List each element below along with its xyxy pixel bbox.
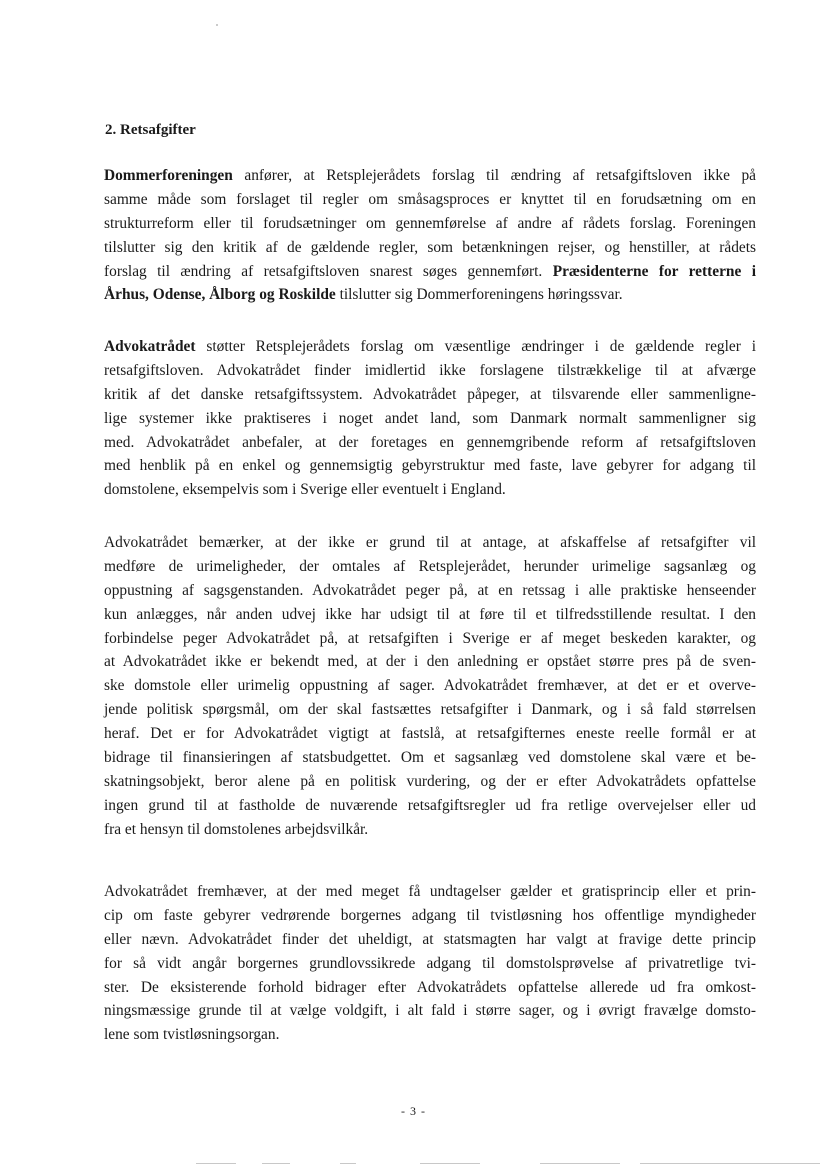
- text-line: [104, 650, 756, 674]
- paragraph-advokatraadet-stoetter: [104, 335, 756, 502]
- text-run: ningsmæssige grunde til at vælge voldgift, i alt fald i større sager, og i øvrigt fravælge domsto-: [104, 1002, 756, 1020]
- paragraph-advokatraadet-fremhaever: [104, 880, 756, 1047]
- scan-edge-line: [540, 1163, 620, 1164]
- text-run: anfører, at Retsplejerådets forslag til ændring af retsafgiftsloven ikke på: [232, 167, 756, 184]
- text-run: med. Advokatrådet anbefaler, at der foretages en gennemgribende reform af retsafgiftsloven: [104, 433, 756, 451]
- text-line: [104, 164, 756, 188]
- scan-edge-line: [420, 1163, 480, 1164]
- text-run: kritik af det danske retsafgiftssystem. Advokatrådet påpeger, at tilsvarende eller sammenligne-: [104, 385, 756, 403]
- text-line: [104, 359, 756, 383]
- bold-text: Præsidenterne for retterne i: [552, 262, 757, 280]
- text-run: med henblik på en enkel og gennemsigtig gebyrstruktur med faste, lave gebyrer for adgang til: [104, 457, 756, 475]
- text-run: ster. De eksisterende forhold bidrager efter Advokatrådets opfattelse allerede ud fra omkost-: [104, 978, 756, 996]
- text-run: tilslutter sig den kritik af de gældende regler, som betænkningen rejser, og henstiller, at rådets: [104, 238, 756, 256]
- text-line: [104, 794, 756, 818]
- text-run: tilslutter sig Dommerforeningens høringssvar.: [335, 286, 623, 304]
- text-line: [104, 335, 756, 359]
- text-run: cip om faste gebyrer vedrørende borgernes adgang til tvistløsning hos offentlige myndigheder: [104, 906, 756, 924]
- text-run: ingen grund til at fastholde de nuværende retsafgiftsregler ud fra retlige overvejelser eller ud: [104, 796, 756, 814]
- page-number: - 3 -: [401, 1104, 426, 1118]
- text-run: jende politisk spørgsmål, om der skal fastsættes retsafgifter i Danmark, og i så fald størrelsen: [104, 701, 756, 719]
- text-run: strukturreform eller til forudsætninger om gennemførelse af andre af rådets forslag. Foreningen: [104, 214, 756, 232]
- text-line: [104, 603, 756, 627]
- text-line: [104, 952, 756, 976]
- section-title: 2. Retsafgifter: [105, 122, 196, 138]
- text-line: [104, 1023, 756, 1047]
- scan-edge-line: [262, 1163, 290, 1164]
- text-run: kun anlægges, når anden udvej ikke har udsigt til at føre til et tilfredsstillende resultat. I den: [104, 605, 756, 623]
- text-run: bidrage til finansieringen af statsbudgettet. Om et sagsanlæg ved domstolene skal være et be-: [104, 749, 756, 767]
- text-line: [104, 283, 756, 307]
- bold-text: Århus, Odense, Ålborg og Roskilde: [104, 286, 336, 304]
- text-line: [104, 478, 756, 502]
- text-line: [104, 999, 756, 1023]
- text-line: [104, 383, 756, 407]
- scan-edge-line: [340, 1163, 356, 1164]
- scan-edge-line: [196, 1163, 236, 1164]
- text-run: retsafgiftsloven. Advokatrådet finder imidlertid ikke forslagene tilstrækkelige til at afværge: [104, 361, 756, 379]
- text-run: for så vidt angår borgernes grundlovssikrede adgang til domstolsprøvelse af privatretlige tvi-: [104, 954, 756, 972]
- text-run: Advokatrådet fremhæver, at der med meget få undtagelser gælder et gratisprincip eller et prin-: [104, 883, 756, 900]
- bold-text: Dommerforeningen: [104, 167, 233, 184]
- text-line: [104, 746, 756, 770]
- paragraph-dommerforeningen: [104, 164, 756, 307]
- text-line: [104, 555, 756, 579]
- scan-speck: [216, 24, 218, 26]
- text-line: [104, 880, 756, 904]
- text-line: [104, 770, 756, 794]
- text-line: [104, 928, 756, 952]
- text-run: forslag til ændring af retsafgiftsloven snarest søges gennemført.: [104, 262, 553, 280]
- text-line: [104, 212, 756, 236]
- text-line: [104, 260, 756, 284]
- text-run: skatningsobjekt, beror alene på en politisk vurdering, og der er efter Advokatrådets opfattelse: [104, 772, 756, 790]
- text-line: [104, 818, 756, 842]
- text-line: [104, 431, 756, 455]
- text-run: støtter Retsplejerådets forslag om væsentlige ændringer i de gældende regler i: [195, 338, 756, 355]
- text-line: [104, 674, 756, 698]
- text-line: [104, 698, 756, 722]
- text-line: [104, 579, 756, 603]
- text-run: lene som tvistløsningsorgan.: [104, 1026, 280, 1044]
- text-run: medføre de urimeligheder, der omtales af Retsplejerådet, herunder urimelige sagsanlæg og: [104, 557, 756, 575]
- text-line: [104, 454, 756, 478]
- text-run: eller nævn. Advokatrådet finder det uheldigt, at statsmagten har valgt at fravige dette princip: [104, 930, 756, 948]
- text-line: [104, 188, 756, 212]
- text-line: [104, 904, 756, 928]
- text-run: fra et hensyn til domstolenes arbejdsvilkår.: [104, 820, 369, 838]
- text-run: forbindelse peger Advokatrådet på, at retsafgiften i Sverige er af meget beskeden karakter, og: [104, 629, 756, 647]
- text-run: heraf. Det er for Advokatrådet vigtigt at fastslå, at retsafgifternes eneste reelle formål er at: [104, 725, 756, 743]
- text-line: [104, 722, 756, 746]
- text-run: at Advokatrådet ikke er bekendt med, at der i den anledning er opstået større pres på de sven-: [104, 653, 756, 671]
- text-line: [104, 627, 756, 651]
- text-line: [104, 407, 756, 431]
- text-run: ske domstole eller urimelig oppustning af sager. Advokatrådet fremhæver, at det er et overve-: [104, 677, 756, 695]
- text-line: [104, 976, 756, 1000]
- bold-text: Advokatrådet: [104, 338, 196, 355]
- text-run: samme måde som forslaget til regler om småsagsproces er knyttet til en forudsætning om en: [104, 190, 756, 208]
- text-run: lige systemer ikke praktiseres i noget andet land, som Danmark normalt sammenligner sig: [104, 409, 756, 427]
- text-line: [104, 236, 756, 260]
- text-run: oppustning af sagsgenstanden. Advokatrådet peger på, at en retssag i alle praktiske henseender: [104, 581, 756, 599]
- text-run: Advokatrådet bemærker, at der ikke er grund til at antage, at afskaffelse af retsafgifter vil: [104, 534, 756, 551]
- scan-edge-line: [640, 1163, 820, 1164]
- text-line: [104, 531, 756, 555]
- text-run: domstolene, eksempelvis som i Sverige eller eventuelt i England.: [104, 481, 506, 499]
- paragraph-advokatraadet-bemaerker: [104, 531, 756, 842]
